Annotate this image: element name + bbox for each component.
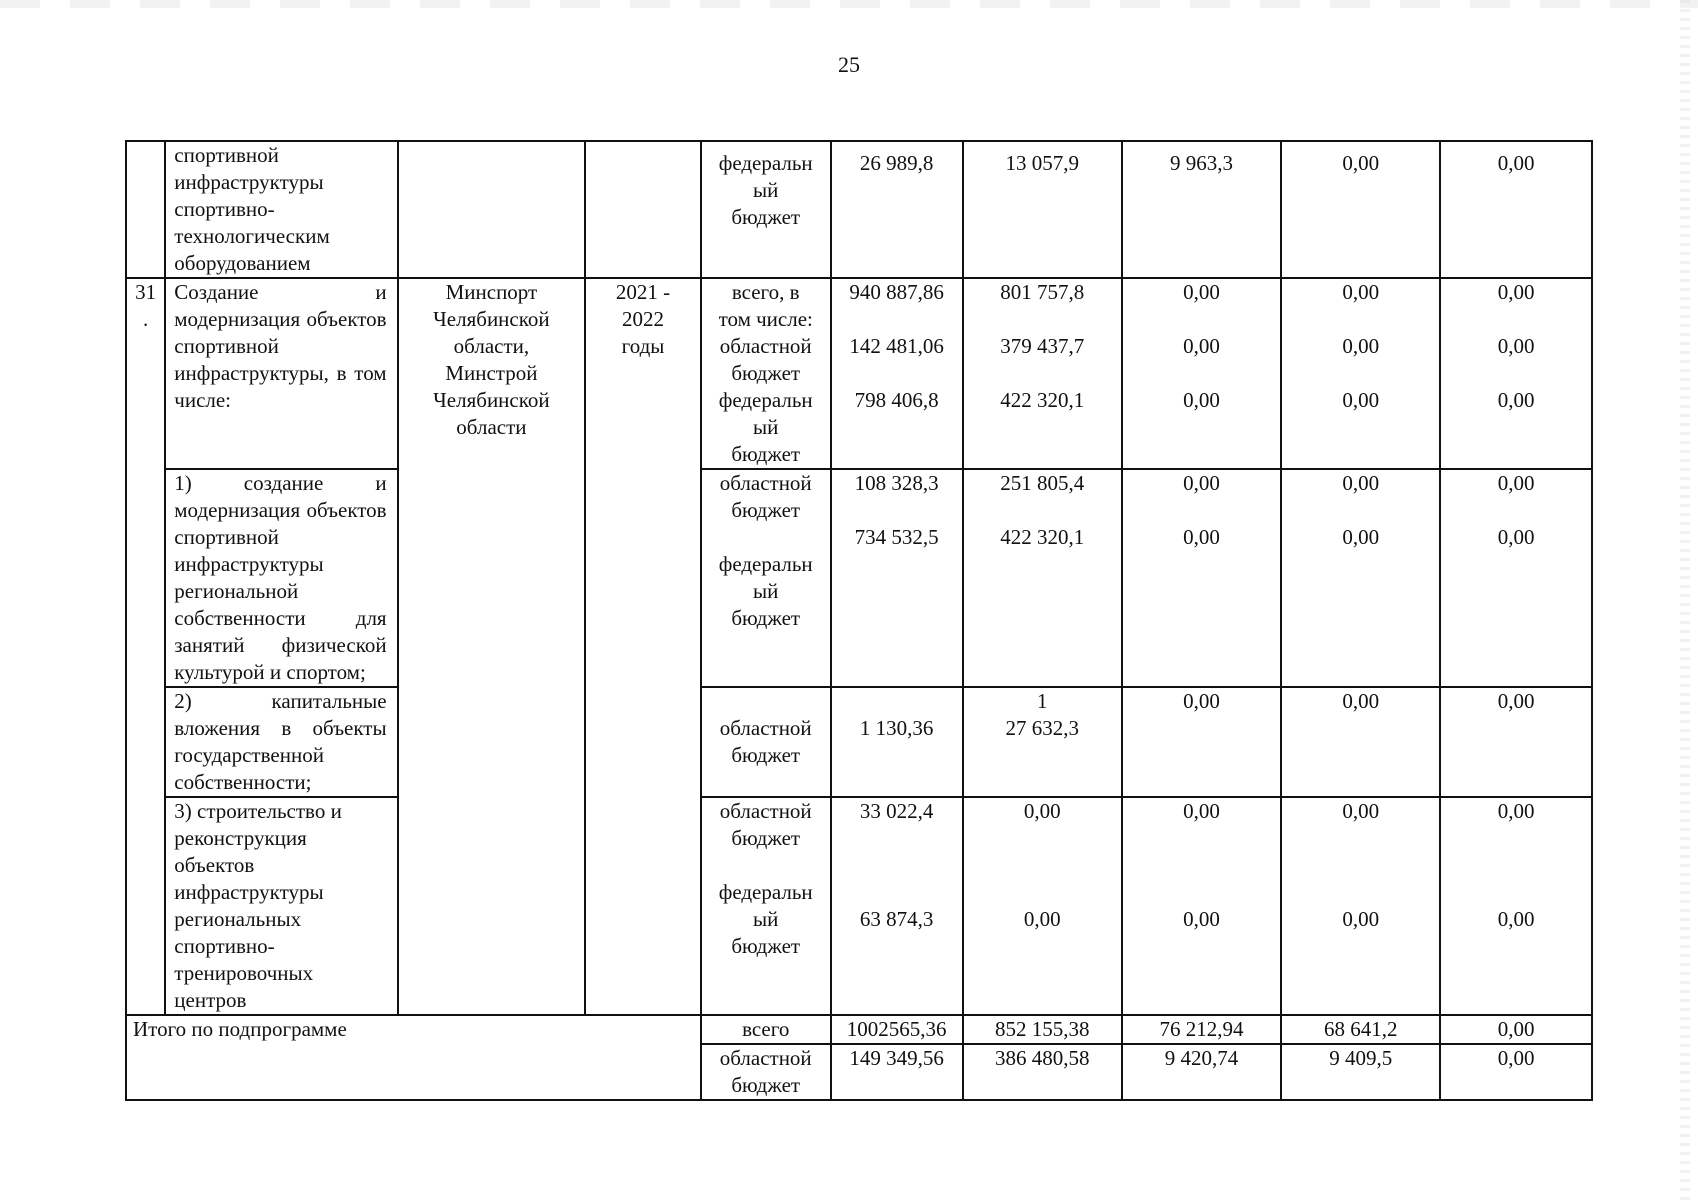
value-cell: 251 805,4 422 320,1 [963, 469, 1122, 687]
value-cell: 852 155,38 [963, 1015, 1122, 1044]
period-cell [585, 141, 701, 278]
value-cell: 0,00 0,00 0,00 [1122, 278, 1281, 469]
value-cell: 0,00 0,00 [963, 797, 1122, 1015]
document-body [125, 140, 1593, 1101]
executor-cell [398, 141, 586, 278]
scan-noise-edge [1680, 0, 1690, 1200]
value-cell: 0,00 0,00 [1122, 469, 1281, 687]
page-number: 25 [838, 52, 860, 77]
value-cell: 9 420,74 [1122, 1044, 1281, 1100]
value-cell: 0,00 0,00 [1281, 469, 1440, 687]
source-cell: областной бюджет [701, 1044, 831, 1100]
value-cell: 0,00 [1122, 687, 1281, 797]
value-cell: 0,00 [1281, 141, 1440, 278]
row-number-cell [126, 141, 165, 278]
source-cell: всего [701, 1015, 831, 1044]
row-number-cell: 31 . [126, 278, 165, 1015]
total-label-cell: Итого по подпрограмме [126, 1015, 701, 1100]
value-cell: 33 022,4 63 874,3 [831, 797, 963, 1015]
value-cell: 1002565,36 [831, 1015, 963, 1044]
source-cell: областной бюджет [701, 687, 831, 797]
value-cell: 13 057,9 [963, 141, 1122, 278]
table-row [126, 1015, 1592, 1044]
period-cell: 2021 - 2022 годы [585, 278, 701, 1015]
value-cell: 1 27 632,3 [963, 687, 1122, 797]
value-cell: 68 641,2 [1281, 1015, 1440, 1044]
value-cell: 1 130,36 [831, 687, 963, 797]
description-cell: 3) строительство и реконструкция объектов инфраструктуры региональных спортивно- тренировочных центров [165, 797, 397, 1015]
executor-cell: Минспорт Челябинской области, Минстрой Челябинской области [398, 278, 586, 1015]
value-cell: 940 887,86 142 481,06 798 406,8 [831, 278, 963, 469]
value-cell: 0,00 0,00 0,00 [1281, 278, 1440, 469]
description-cell: Создание и модернизация объектов спортивной инфраструктуры, в том числе: [165, 278, 397, 469]
value-cell: 0,00 [1440, 687, 1592, 797]
value-cell: 26 989,8 [831, 141, 963, 278]
value-cell: 9 963,3 [1122, 141, 1281, 278]
value-cell: 76 212,94 [1122, 1015, 1281, 1044]
table-row [126, 687, 1592, 797]
value-cell: 0,00 [1440, 1015, 1592, 1044]
source-cell: областной бюджет федеральн ый бюджет [701, 469, 831, 687]
value-cell: 0,00 [1281, 687, 1440, 797]
value-cell: 0,00 [1440, 141, 1592, 278]
description-cell: спортивной инфраструктуры спортивно- технологическим оборудованием [165, 141, 397, 278]
budget-table [125, 140, 1593, 1101]
value-cell: 149 349,56 [831, 1044, 963, 1100]
table-row [126, 797, 1592, 1015]
description-cell: 2) капитальные вложения в объекты государственной собственности; [165, 687, 397, 797]
table-row [126, 469, 1592, 687]
source-cell: федеральн ый бюджет [701, 141, 831, 278]
description-cell: 1) создание и модернизация объектов спортивной инфраструктуры региональной собственности для занятий физической культурой и спортом; [165, 469, 397, 687]
table-row [126, 278, 1592, 469]
value-cell: 0,00 0,00 [1281, 797, 1440, 1015]
source-cell: всего, в том числе: областной бюджет федеральн ый бюджет [701, 278, 831, 469]
value-cell: 0,00 0,00 [1440, 469, 1592, 687]
value-cell: 0,00 0,00 [1122, 797, 1281, 1015]
value-cell: 0,00 0,00 0,00 [1440, 278, 1592, 469]
value-cell: 801 757,8 379 437,7 422 320,1 [963, 278, 1122, 469]
value-cell: 0,00 [1440, 1044, 1592, 1100]
scan-noise-top [0, 0, 1698, 8]
value-cell: 108 328,3 734 532,5 [831, 469, 963, 687]
value-cell: 9 409,5 [1281, 1044, 1440, 1100]
table-row [126, 141, 1592, 278]
source-cell: областной бюджет федеральн ый бюджет [701, 797, 831, 1015]
value-cell: 0,00 0,00 [1440, 797, 1592, 1015]
value-cell: 386 480,58 [963, 1044, 1122, 1100]
